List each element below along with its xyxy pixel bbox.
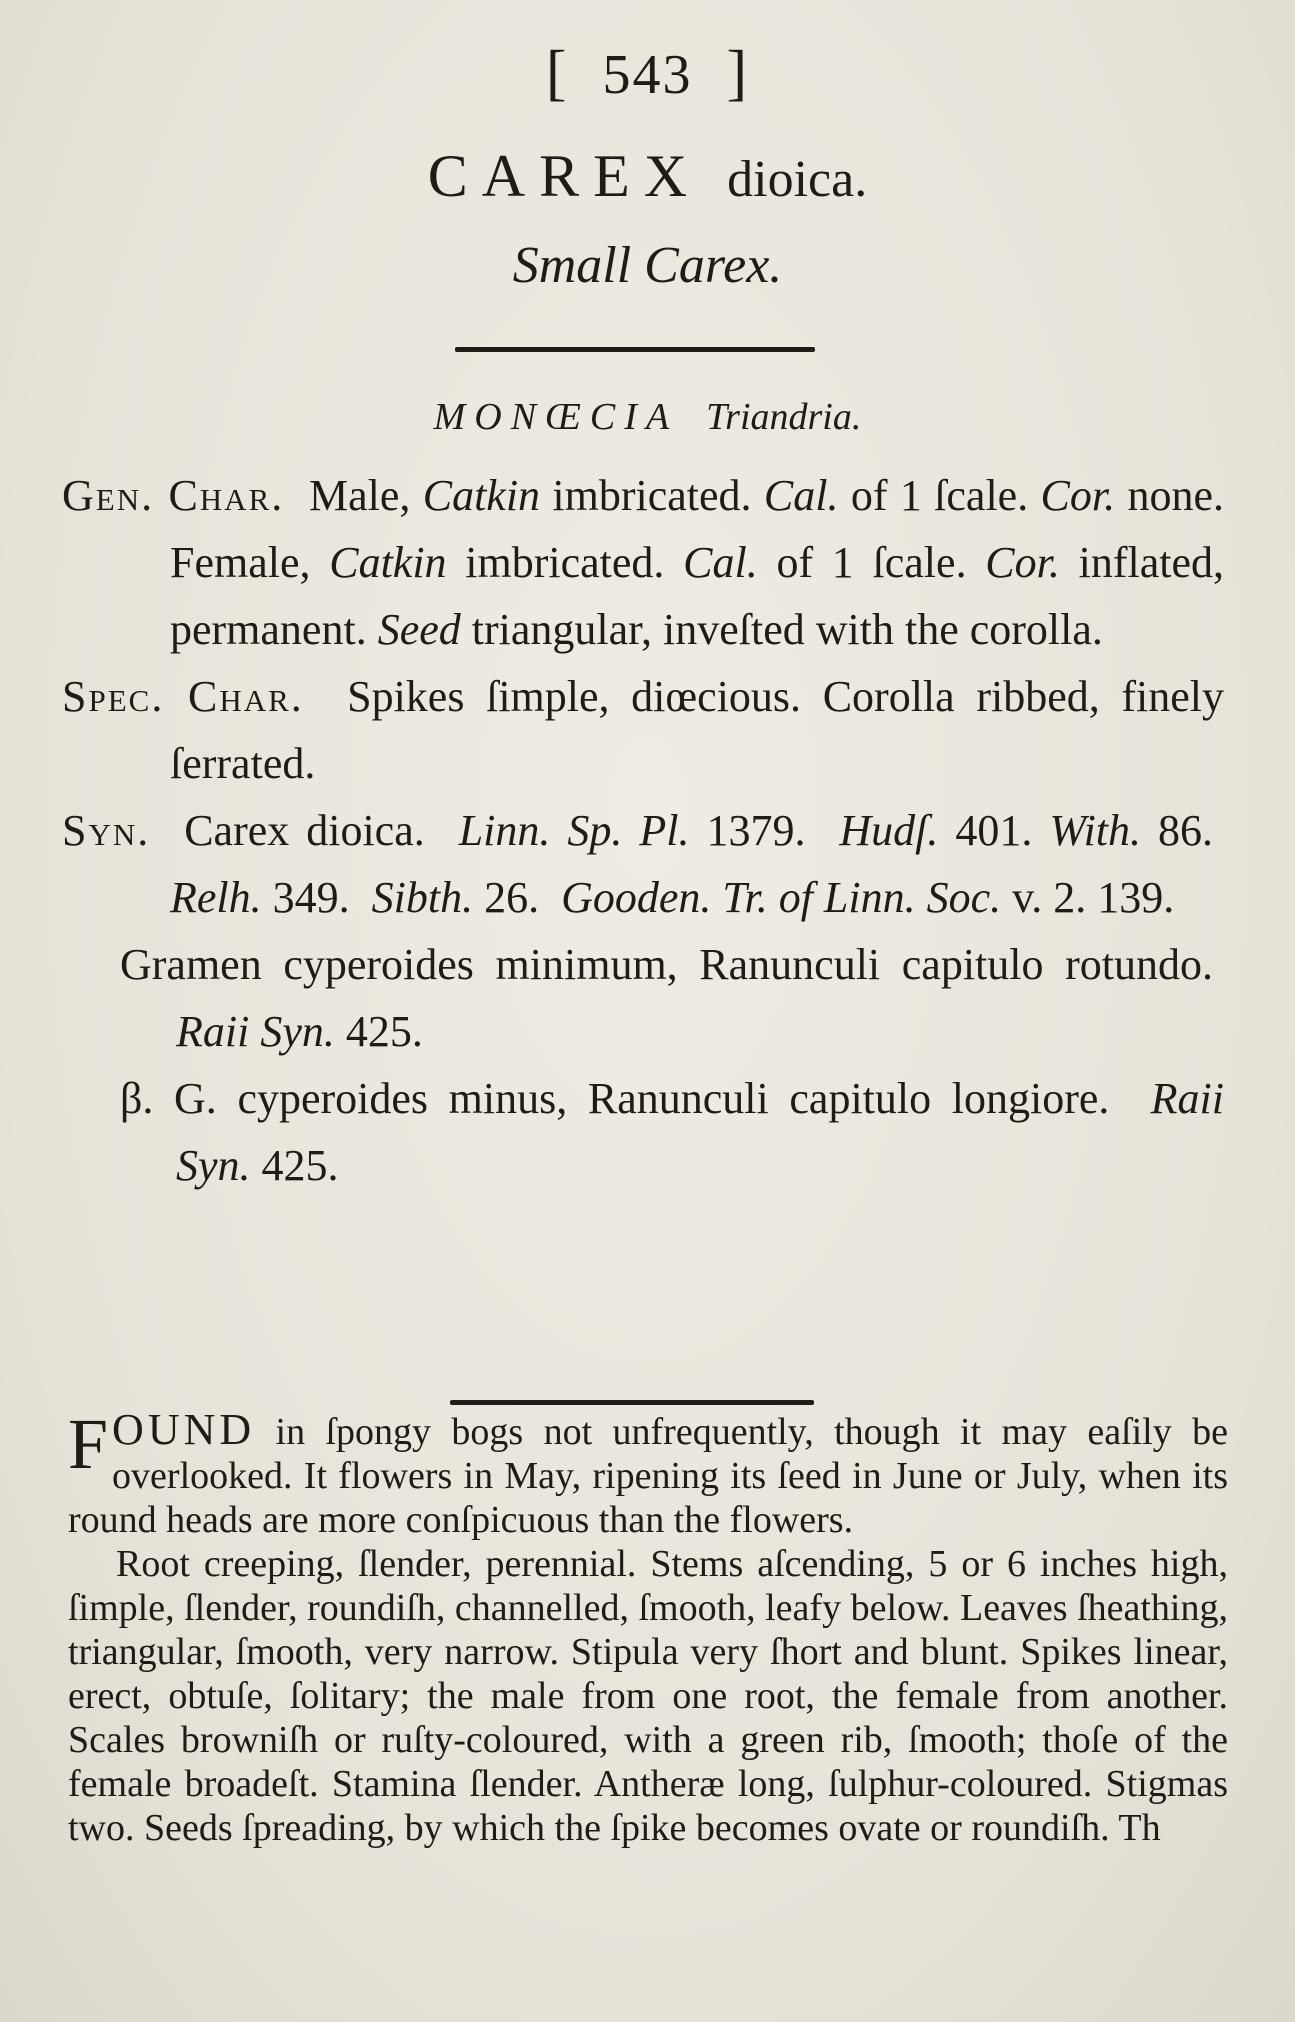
syn-label: Syn. [62,806,151,855]
page-number: 543 [602,44,693,106]
description-block [68,1404,1228,1850]
bracket-close: ] [726,39,750,107]
characters-block [62,462,1224,1199]
syn-name: Carex dioica. [184,806,425,855]
english-name: Small Carex. [512,237,783,294]
synonyms-main: Syn. Carex dioica. Linn. Sp. Pl. 1379. Hudſ. 401. With. 86. Relh. 349. Sibth. 26. Gooden. Tr. of Linn. Soc. v. 2. 139. [62,806,1214,922]
order-name: Triandria. [706,396,862,438]
species-title [0,142,1295,211]
bracket-open: [ [545,39,569,107]
synonym-beta: β. G. cyperoides minus, Ranunculi capitulo longiore. Raii Syn. 425. [120,1074,1224,1190]
spec-char-label: Spec. Char. [62,672,304,721]
genus-name: CAREX [427,143,702,209]
gen-char-label: Gen. Char. [62,471,285,520]
page-number-header [0,38,1295,109]
species-epithet: dioica. [727,151,868,208]
divider-rule [455,347,815,352]
synonym-gramen: Gramen cyperoides minimum, Ranunculi capitulo rotundo. Raii Syn. 425. [120,940,1213,1056]
drop-cap: F [68,1404,109,1484]
description-paragraph: Root creeping, ſlender, perennial. Stems aſcending, 5 or 6 inches high, ſimple, ſlender, roundiſh, channelled, ſmooth, leafy below. Leaves ſheathing, triangular, ſmooth, very narrow. Stipula very ſhort and blunt. Spikes linear, erect, obtuſe, ſolitary; the male from one root, the female from another. Scales browniſh or ruſty-coloured, with a green rib, ſmooth; thoſe of the female broadeſt. Stamina ſlender. Antheræ long, ſulphur-coloured. Stigmas two. Seeds ſpreading, by which the ſpike becomes ovate or roundiſh. Th [68,1543,1228,1849]
specific-character [62,663,1224,797]
description-paragraph: FOUND in ſpongy bogs not unfrequently, though it may eaſily be overlooked. It flowers in May, ripening its ſeed in June or July, when its round heads are more conſpicuous than the flowers. [68,1404,1228,1541]
class-name: MONŒCIA [433,396,679,438]
beta-marker: β. [120,1074,154,1123]
spec-char-text: Spikes ſimple, diœcious. Corolla ribbed, finely ſerrated. [170,672,1225,788]
divider-rule [450,1400,814,1405]
linnaean-classification [0,395,1295,439]
generic-character: Gen. Char. Male, Catkin imbricated. Cal. of 1 ſcale. Cor. none. Female, Catkin imbricated. Cal. of 1 ſcale. Cor. inflated, permanent. Seed triangular, inveſted with the corolla. [62,471,1225,654]
